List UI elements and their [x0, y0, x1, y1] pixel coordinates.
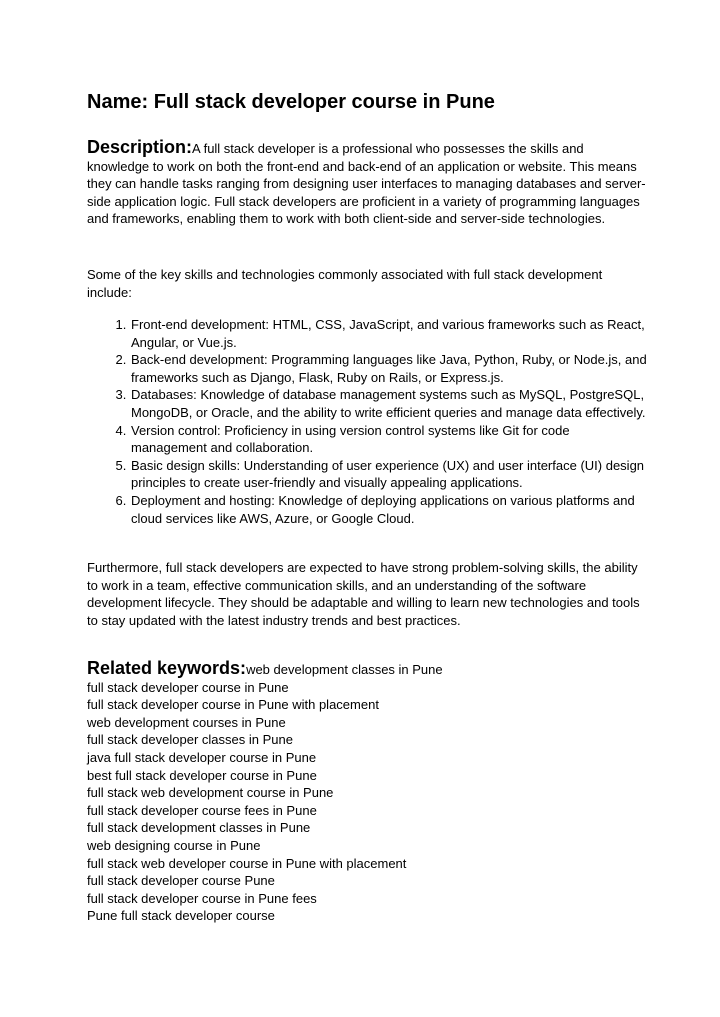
keyword-item: full stack developer course Pune — [87, 873, 275, 889]
description-text: A full stack developer is a professional who possesses the skills and knowledge to work on both the front-end and back-end of an application or website. This means they can handle tasks ranging from designing user interfaces to managing databases and server-side application logic. Full stack developers are proficient in a variety of programming languages and frameworks, enabling them to work with both client-side and server-side technologies. — [87, 141, 646, 227]
description-paragraph — [87, 139, 647, 228]
keywords-first-line — [87, 660, 647, 679]
keyword-item: web development courses in Pune — [87, 714, 286, 730]
related-keywords-section — [87, 660, 647, 925]
skills-list — [87, 316, 647, 527]
keyword-item: full stack developer course in Pune — [87, 679, 289, 695]
keyword-item: full stack developer classes in Pune — [87, 732, 293, 748]
keyword-item: web designing course in Pune — [87, 837, 261, 853]
keyword-list — [87, 679, 647, 925]
keyword-item: full stack web development course in Pune — [87, 785, 334, 801]
keywords-label: Related keywords: — [87, 658, 247, 678]
keyword-item: Pune full stack developer course — [87, 908, 275, 924]
keyword-item: best full stack developer course in Pune — [87, 767, 317, 783]
furthermore-paragraph: Furthermore, full stack developers are expected to have strong problem-solving skills, the ability to work in a team, effective communication skills, and an understanding of the software development lifecycle. They should be adaptable and willing to learn new technologies and tools to stay updated with the latest industry trends and best practices. — [87, 560, 640, 628]
keyword-item: web development classes in Pune — [246, 662, 443, 677]
skill-item: 6. Deployment and hosting: Knowledge of deploying applications on various platforms and cloud services like AWS, Azure, or Google Cloud. — [130, 492, 647, 527]
keyword-item: full stack development classes in Pune — [87, 820, 311, 836]
skill-item: 5. Basic design skills: Understanding of user experience (UX) and user interface (UI) design principles to create user-friendly and visually appealing applications. — [130, 457, 647, 492]
keyword-item: full stack developer course fees in Pune — [87, 802, 317, 818]
description-label: Description: — [87, 137, 193, 157]
page-title: Name: Full stack developer course in Pune — [87, 91, 495, 113]
skills-intro-paragraph: Some of the key skills and technologies commonly associated with full stack development include: — [87, 267, 603, 300]
skill-item: 4. Version control: Proficiency in using version control systems like Git for code management and collaboration. — [130, 422, 647, 457]
keyword-item: full stack developer course in Pune with placement — [87, 697, 379, 713]
skill-item: 1. Front-end development: HTML, CSS, JavaScript, and various frameworks such as React, Angular, or Vue.js. — [130, 316, 647, 351]
skill-item: 3. Databases: Knowledge of database management systems such as MySQL, PostgreSQL, MongoDB, or Oracle, and the ability to write efficient queries and manage data effectively. — [130, 386, 647, 421]
keyword-item: full stack developer course in Pune fees — [87, 890, 317, 906]
keyword-item: java full stack developer course in Pune — [87, 749, 317, 765]
skill-item: 2. Back-end development: Programming languages like Java, Python, Ruby, or Node.js, and frameworks such as Django, Flask, Ruby on Rails, or Express.js. — [130, 351, 647, 386]
keyword-item: full stack web developer course in Pune with placement — [87, 855, 407, 871]
